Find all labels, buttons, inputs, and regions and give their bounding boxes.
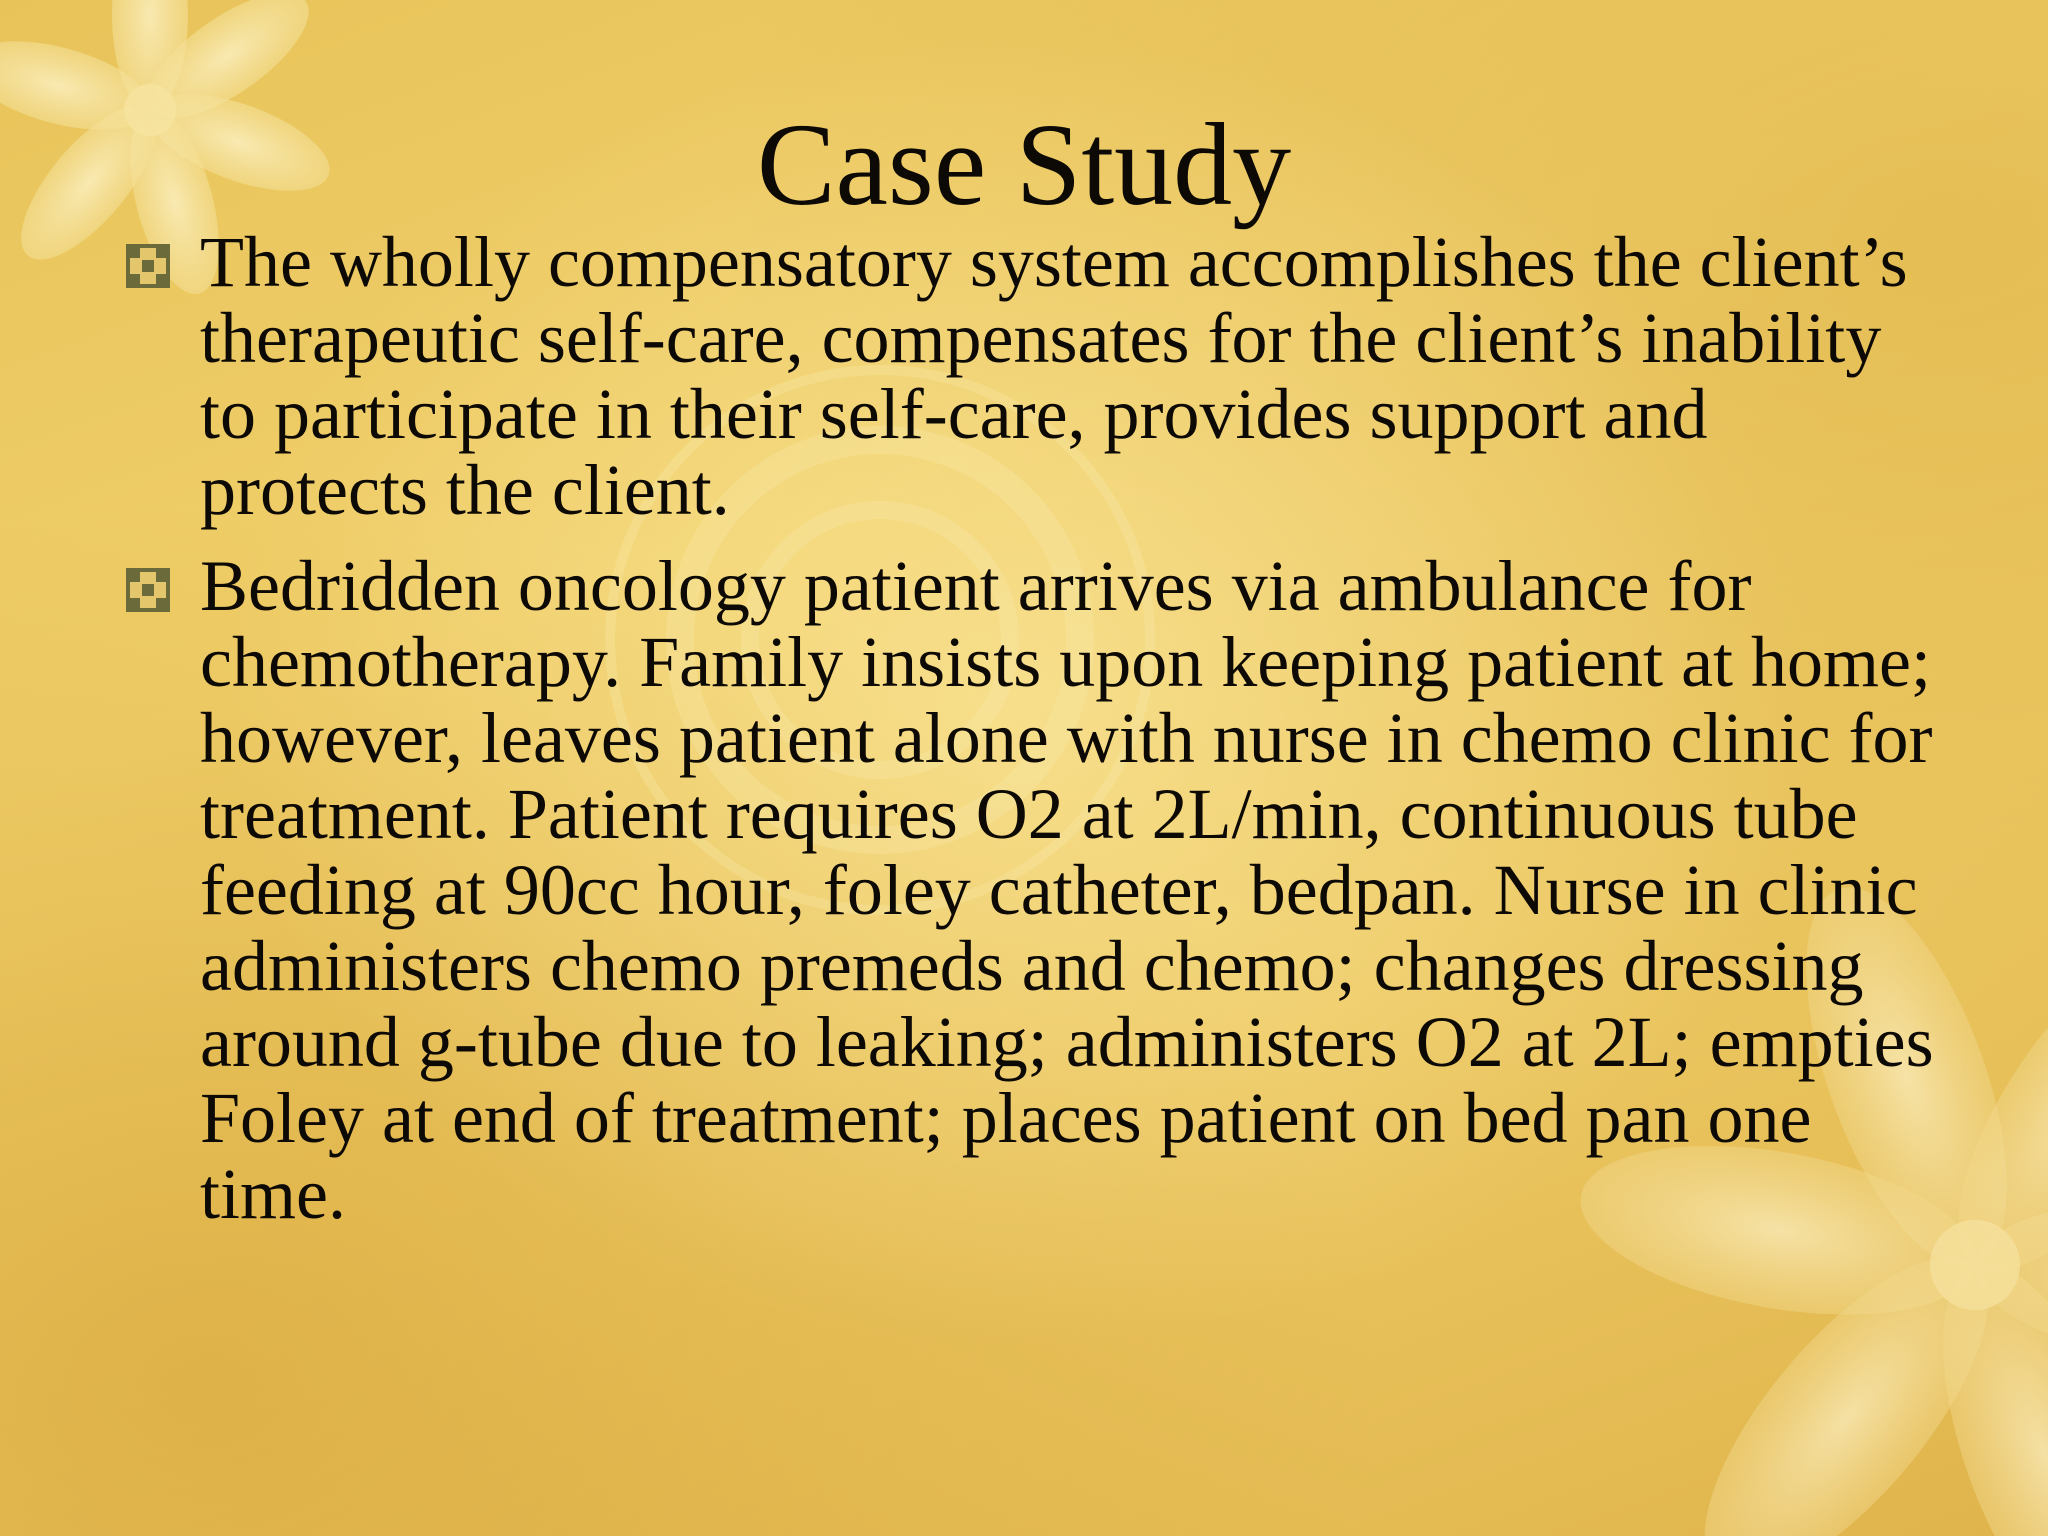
bullet-text: Bedridden oncology patient arrives via ambulance for chemotherapy. Family insists upon keeping patient at home; however, leaves patient alone with nurse in chemo clinic for treatment. Patient requires O2 at 2L/min, continuous tube feeding at 90cc hour, foley catheter, bedpan. Nurse in clinic administers chemo premeds and chemo; changes dressing around g-tube due to leaking; administers O2 at 2L; empties Foley at end of treatment; places patient on bed pan one time. [200,546,1934,1234]
slide-title: Case Study [756,99,1292,230]
square-cross-bullet-icon [126,244,170,288]
square-cross-bullet-icon [126,568,170,612]
bullet-list [126,224,1946,1252]
bullet-item [126,548,1946,1232]
bullet-item [126,224,1946,528]
bullet-text: The wholly compensatory system accomplishes the client’s therapeutic self-care, compensates for the client’s inability to participate in their self-care, provides support and protects the client. [200,222,1908,530]
